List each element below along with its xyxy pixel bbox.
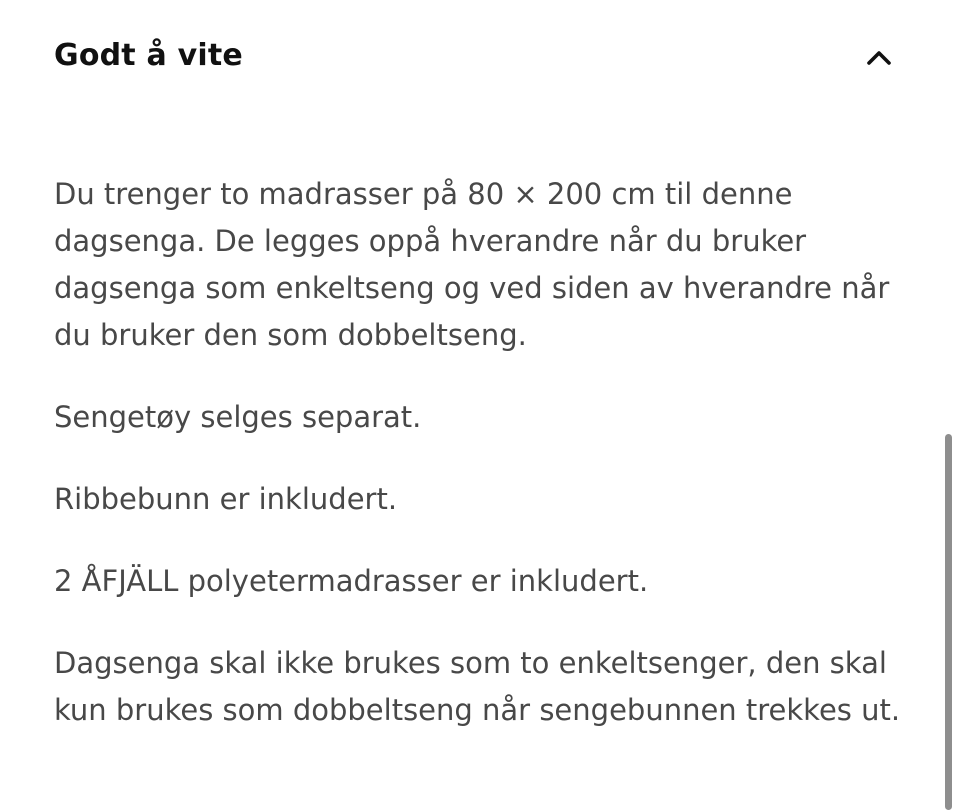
info-paragraph-slatted-base: Ribbebunn er inkludert.: [54, 482, 398, 516]
section-content: [54, 171, 904, 769]
info-paragraph-bedding: Sengetøy selges separat.: [54, 400, 422, 434]
info-paragraph-included-mattresses: 2 ÅFJÄLL polyetermadrasser er inkludert.: [54, 564, 649, 598]
scrollbar-thumb[interactable]: [945, 434, 952, 810]
info-paragraph-mattresses: Du trenger to madrasser på 80 × 200 cm til denne dagsenga. De legges oppå hverandre når du bruker dagsenga som enkeltseng og ved siden av hverandre når du bruker den som dobbeltseng.: [54, 177, 890, 352]
chevron-up-icon[interactable]: [862, 40, 896, 74]
good-to-know-accordion-header[interactable]: [0, 0, 960, 112]
section-title: Godt å vite: [54, 38, 243, 73]
info-paragraph-usage-warning: Dagsenga skal ikke brukes som to enkeltsenger, den skal kun brukes som dobbeltseng når sengebunnen trekkes ut.: [54, 646, 901, 727]
